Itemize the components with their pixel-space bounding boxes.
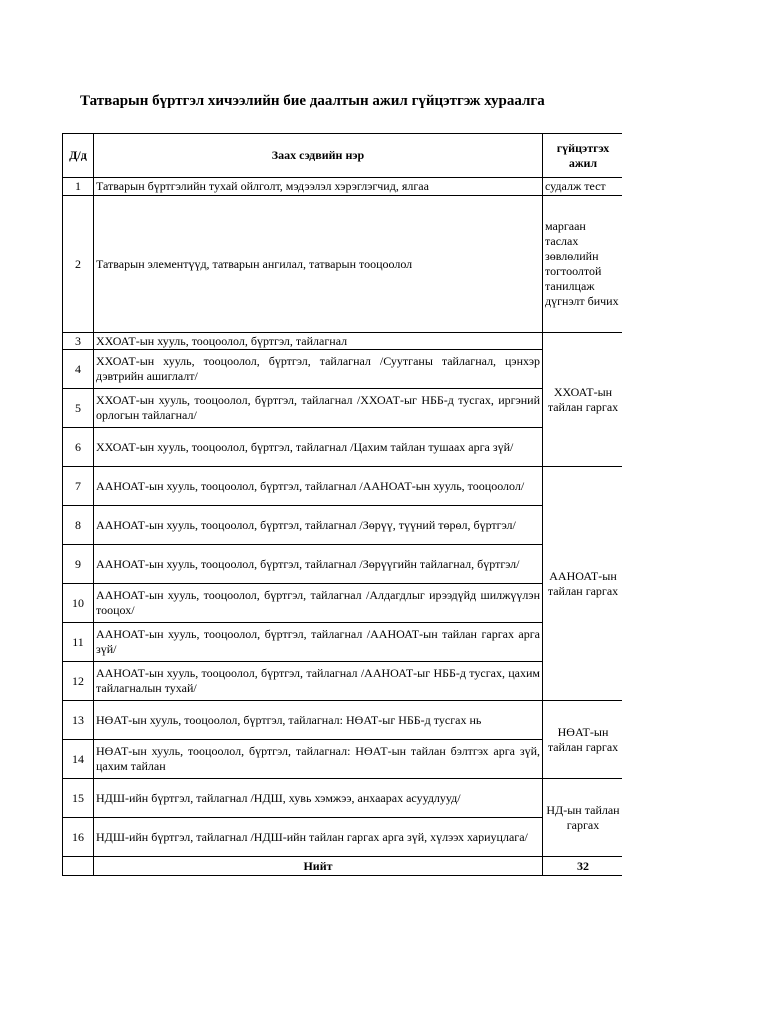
- row-number: 2: [63, 196, 94, 333]
- row-topic: ААНОАТ-ын хууль, тооцоолол, бүртгэл, тайлагнал /ААНОАТ-ыг НББ-д тусгах, цахим тайлагналын тухай/: [94, 662, 543, 701]
- table-row: [63, 545, 623, 584]
- table-row: [63, 333, 623, 350]
- row-number: 5: [63, 389, 94, 428]
- row-number: 3: [63, 333, 94, 350]
- row-topic: ХХОАТ-ын хууль, тооцоолол, бүртгэл, тайлагнал /Цахим тайлан тушаах арга зүй/: [94, 428, 543, 467]
- row-number: 9: [63, 545, 94, 584]
- row-number: 11: [63, 623, 94, 662]
- row-number: 10: [63, 584, 94, 623]
- total-value: 32: [543, 857, 623, 876]
- total-empty-cell: [63, 857, 94, 876]
- row-number: 16: [63, 818, 94, 857]
- row-work: НӨАТ-ын тайлан гаргах: [543, 701, 623, 779]
- table-row: [63, 506, 623, 545]
- table-row: [63, 818, 623, 857]
- table-row: [63, 428, 623, 467]
- row-topic: НДШ-ийн бүртгэл, тайлагнал /НДШ, хувь хэмжээ, анхаарах асуудлууд/: [94, 779, 543, 818]
- row-number: 15: [63, 779, 94, 818]
- table-row: [63, 662, 623, 701]
- row-topic: ААНОАТ-ын хууль, тооцоолол, бүртгэл, тайлагнал /Зөрүүгийн тайлагнал, бүртгэл/: [94, 545, 543, 584]
- header-number: Д/д: [63, 134, 94, 178]
- row-topic: ААНОАТ-ын хууль, тооцоолол, бүртгэл, тайлагнал /Алдагдлыг ирээдүйд шилжүүлэн тооцох/: [94, 584, 543, 623]
- row-topic: Татварын элементүүд, татварын ангилал, татварын тооцоолол: [94, 196, 543, 333]
- header-topic: Заах сэдвийн нэр: [94, 134, 543, 178]
- row-work: маргаан таслах зөвлөлийн тогтоолтой танилцаж дүгнэлт бичих: [543, 196, 623, 333]
- row-number: 7: [63, 467, 94, 506]
- table-row: [63, 350, 623, 389]
- row-number: 8: [63, 506, 94, 545]
- row-topic: НӨАТ-ын хууль, тооцоолол, бүртгэл, тайлагнал: НӨАТ-ын тайлан бэлтгэх арга зүй, цахим тайлан: [94, 740, 543, 779]
- row-number: 14: [63, 740, 94, 779]
- total-label: Нийт: [94, 857, 543, 876]
- table-row: [63, 701, 623, 740]
- row-number: 12: [63, 662, 94, 701]
- table-row: [63, 740, 623, 779]
- row-number: 13: [63, 701, 94, 740]
- table-header-row: [63, 134, 623, 178]
- table-row: [63, 623, 623, 662]
- table-total-row: [63, 857, 623, 876]
- row-topic: НДШ-ийн бүртгэл, тайлагнал /НДШ-ийн тайлан гаргах арга зүй, хүлээх хариуцлага/: [94, 818, 543, 857]
- row-topic: ХХОАТ-ын хууль, тооцоолол, бүртгэл, тайлагнал /ХХОАТ-ыг НББ-д тусгах, иргэний орлогын тайлагнал/: [94, 389, 543, 428]
- row-topic: ХХОАТ-ын хууль, тооцоолол, бүртгэл, тайлагнал /Суутганы тайлагнал, цэнхэр дэвтрийн ашиглалт/: [94, 350, 543, 389]
- page-title: Татварын бүртгэл хичээлийн бие даалтын ажил гүйцэтгэж хураалга: [80, 93, 545, 109]
- row-work: ААНОАТ-ын тайлан гаргах: [543, 467, 623, 701]
- table-viewport: [62, 133, 622, 876]
- table-row: [63, 389, 623, 428]
- row-number: 4: [63, 350, 94, 389]
- row-topic: Татварын бүртгэлийн тухай ойлголт, мэдээлэл хэрэглэгчид, ялгаа: [94, 178, 543, 196]
- row-topic: ААНОАТ-ын хууль, тооцоолол, бүртгэл, тайлагнал /ААНОАТ-ын хууль, тооцоолол/: [94, 467, 543, 506]
- row-number: 1: [63, 178, 94, 196]
- row-topic: ХХОАТ-ын хууль, тооцоолол, бүртгэл, тайлагнал: [94, 333, 543, 350]
- row-work: судалж тест: [543, 178, 623, 196]
- table-row: [63, 584, 623, 623]
- assignment-table: [62, 133, 622, 876]
- row-work: НД-ын тайлан гаргах: [543, 779, 623, 857]
- row-work: ХХОАТ-ын тайлан гаргах: [543, 333, 623, 467]
- header-work: гүйцэтгэх ажил: [543, 134, 623, 178]
- table-row: [63, 467, 623, 506]
- row-topic: ААНОАТ-ын хууль, тооцоолол, бүртгэл, тайлагнал /ААНОАТ-ын тайлан гаргах арга зүй/: [94, 623, 543, 662]
- row-topic: ААНОАТ-ын хууль, тооцоолол, бүртгэл, тайлагнал /Зөрүү, түүний төрөл, бүртгэл/: [94, 506, 543, 545]
- table-row: [63, 779, 623, 818]
- row-number: 6: [63, 428, 94, 467]
- row-topic: НӨАТ-ын хууль, тооцоолол, бүртгэл, тайлагнал: НӨАТ-ыг НББ-д тусгах нь: [94, 701, 543, 740]
- table-row: [63, 196, 623, 333]
- table-row: [63, 178, 623, 196]
